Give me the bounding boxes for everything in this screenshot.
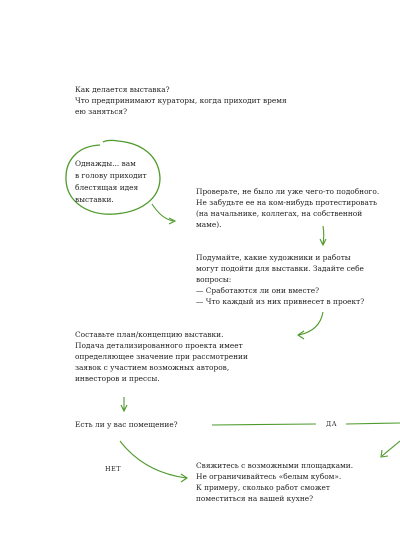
venues-line: Свяжитесь с возможными площадками. [196,461,354,470]
venues-line: Не ограничивайтесь «белым кубом». [196,472,342,481]
idea-line: блестящая идея [75,183,139,192]
plan-line: определяющее значение при рассмотрении [75,352,248,361]
intro-line: Как делается выставка? [75,85,170,94]
plan-line: заявок с участием возможных авторов, [75,363,230,372]
artists-line: — Сработаются ли они вместе? [196,286,320,295]
arrow-right-edge [382,441,400,456]
intro-line: ею заняться? [75,107,128,116]
check-line: (на начальнике, коллегах, на собственной [196,209,363,218]
venues-line: К примеру, сколько работ сможет [196,483,330,492]
no-label: НЕТ [105,465,122,473]
check-block [196,186,379,230]
line-question-to-yes [212,424,316,425]
artists-line: Подумайте, какие художники и работы [196,253,351,262]
venues-line: поместиться на вашей кухне? [196,494,314,503]
idea-line: Однажды... вам [75,159,136,168]
plan-line: инвесторов и прессы. [75,374,160,383]
venues-block [196,460,353,504]
intro-line: Что предпринимают кураторы, когда приходит время [75,96,287,105]
intro-block [75,84,287,117]
plan-block [75,329,248,384]
arrow-no-to-venues [120,441,186,478]
artists-line: могут подойти для выставки. Задайте себе [196,264,364,273]
idea-line: выставки. [75,195,114,204]
plan-line: Составьте план/концепцию выставки. [75,330,224,339]
plan-line: Подача детализированного проекта имеет [75,341,243,350]
yes-label: ДА [326,420,338,428]
artists-line: вопросы: [196,275,232,284]
check-line: Проверьте, не было ли уже чего-то подобного. [196,187,380,196]
idea-line: в голову приходит [75,171,147,180]
artists-block [196,252,364,307]
check-line: Не забудьте ее на ком-нибудь протестировать [196,198,378,207]
artists-line: — Что каждый из них привнесет в проект? [196,297,365,306]
check-line: маме). [196,220,222,229]
idea-block [75,158,147,206]
question-text: Есть ли у вас помещение? [75,420,178,429]
line-yes-continue [346,423,400,424]
